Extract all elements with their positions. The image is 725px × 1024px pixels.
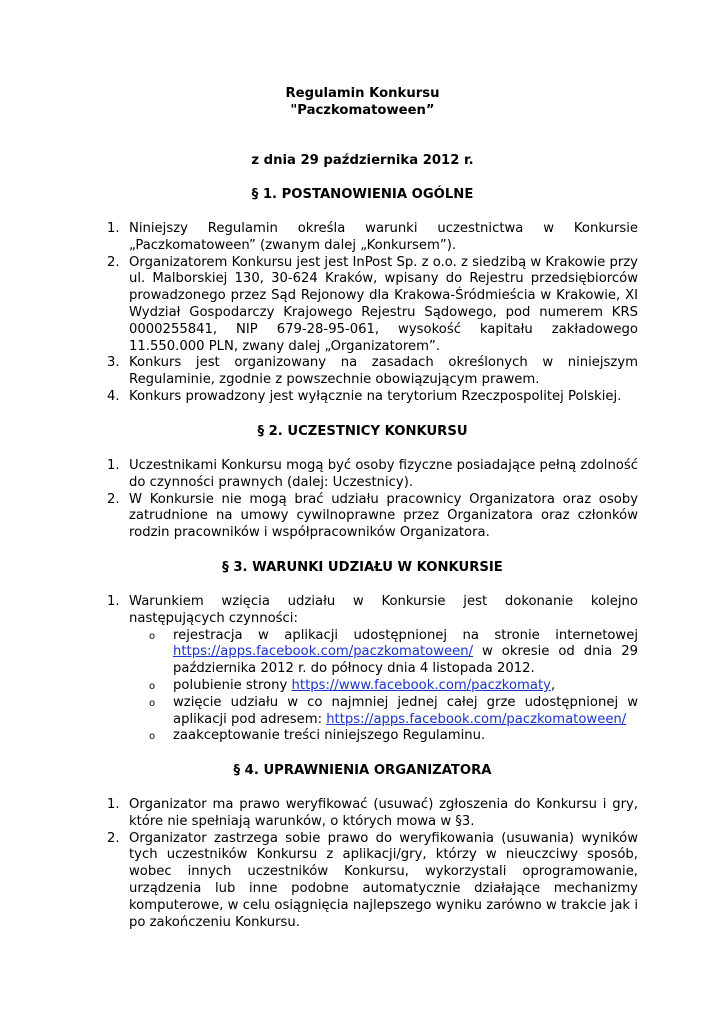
section-3-heading: § 3. WARUNKI UDZIAŁU W KONKURSIE (222, 560, 503, 575)
list-item: Konkurs jest organizowany na zasadach określonych w niniejszym Regulaminie, zgodnie z powszechnie obowiązującym prawem. (129, 355, 638, 388)
list-item: Organizator ma prawo weryfikować (usuwać) zgłoszenia do Konkursu i gry, które nie spełniają warunków, o których mowa w §3. (129, 797, 638, 829)
document-date: z dnia 29 października 2012 r. (251, 153, 474, 168)
condition-registration: o rejestracja w aplikacji udostępnionej na stronie internetowej https://apps.facebook.com/paczkomatoween/ w okresie od dnia 29 października 2012 r. do północy dnia 4 listopada 2012. (173, 628, 638, 678)
list-item: Niniejszy Regulamin określa warunki uczestnictwa w Konkursie „Paczkomatoween” (zwanym dalej „Konkursem”). (129, 221, 638, 253)
facebook-page-link[interactable]: https://www.facebook.com/paczkomaty (291, 677, 551, 693)
section-2-list (0, 458, 638, 542)
section-1-heading: § 1. POSTANOWIENIA OGÓLNE (251, 187, 474, 202)
section-3-list (0, 594, 638, 745)
list-item: Uczestnikami Konkursu mogą być osoby fizyczne posiadające pełną zdolność do czynności prawnych (dalej: Uczestnicy). (129, 458, 638, 490)
condition-like-page: o polubienie strony https://www.facebook.com/paczkomaty, (173, 678, 638, 695)
section-4-list (0, 797, 638, 931)
section-2-heading: § 2. UCZESTNICY KONKURSU (257, 424, 468, 439)
game-app-link[interactable]: https://apps.facebook.com/paczkomatoween/ (326, 711, 627, 727)
list-item: Konkurs prowadzony jest wyłącznie na terytorium Rzeczpospolitej Polskiej. (129, 388, 622, 404)
document-title: Regulamin Konkursu (285, 86, 440, 101)
list-item (129, 594, 638, 745)
section-1-list (0, 221, 638, 406)
condition-accept-rules: o zaakceptowanie treści niniejszego Regulaminu. (173, 728, 638, 745)
list-item: Organizatorem Konkursu jest jest InPost Sp. z o.o. z siedzibą w Krakowie przy ul. Malborskiej 130, 30-624 Kraków, wpisany do Rejestru przedsiębiorców prowadzonego przez Sąd Rejonowy dla Krakowa-Śródmieścia w Krakowie, XI Wydział Gospodarczy Krajowego Rejestru Sądowego, pod numerem KRS 0000255841, NIP 679-28-95-061, wysokość kapitału zakładowego 11.550.000 PLN, zwany dalej „Organizatorem”. (129, 254, 638, 354)
section-4-heading: § 4. UPRAWNIENIA ORGANIZATORA (233, 763, 492, 778)
condition-sublist (129, 628, 638, 746)
app-link[interactable]: https://apps.facebook.com/paczkomatoween/ (173, 644, 474, 660)
contest-name: "Paczkomatoween” (290, 103, 435, 118)
list-item: W Konkursie nie mogą brać udziału pracownicy Organizatora oraz osoby zatrudnione na umowy cywilnoprawne przez Organizatora oraz członków rodzin pracowników i współpracowników Organizatora. (129, 491, 638, 541)
list-item: Organizator zastrzega sobie prawo do weryfikowania (usuwania) wyników tych uczestników Konkursu z aplikacji/gry, którzy w nieuczciwy sposób, wobec innych uczestników Konkursu, wykorzystali oprogramowanie, urządzenia lub inne podobne automatycznie działające mechanizmy komputerowe, w celu osiągnięcia najlepszego wyniku zarówno w trakcie jak i po zakończeniu Konkursu. (129, 830, 638, 930)
condition-play-game: o wzięcie udziału w co najmniej jednej całej grze udostępnionej w aplikacji pod adresem: https://apps.facebook.com/paczkomatoween/ (173, 695, 638, 729)
section-3-intro: Warunkiem wzięcia udziału w Konkursie jest dokonanie kolejno następujących czynności: (129, 594, 638, 626)
